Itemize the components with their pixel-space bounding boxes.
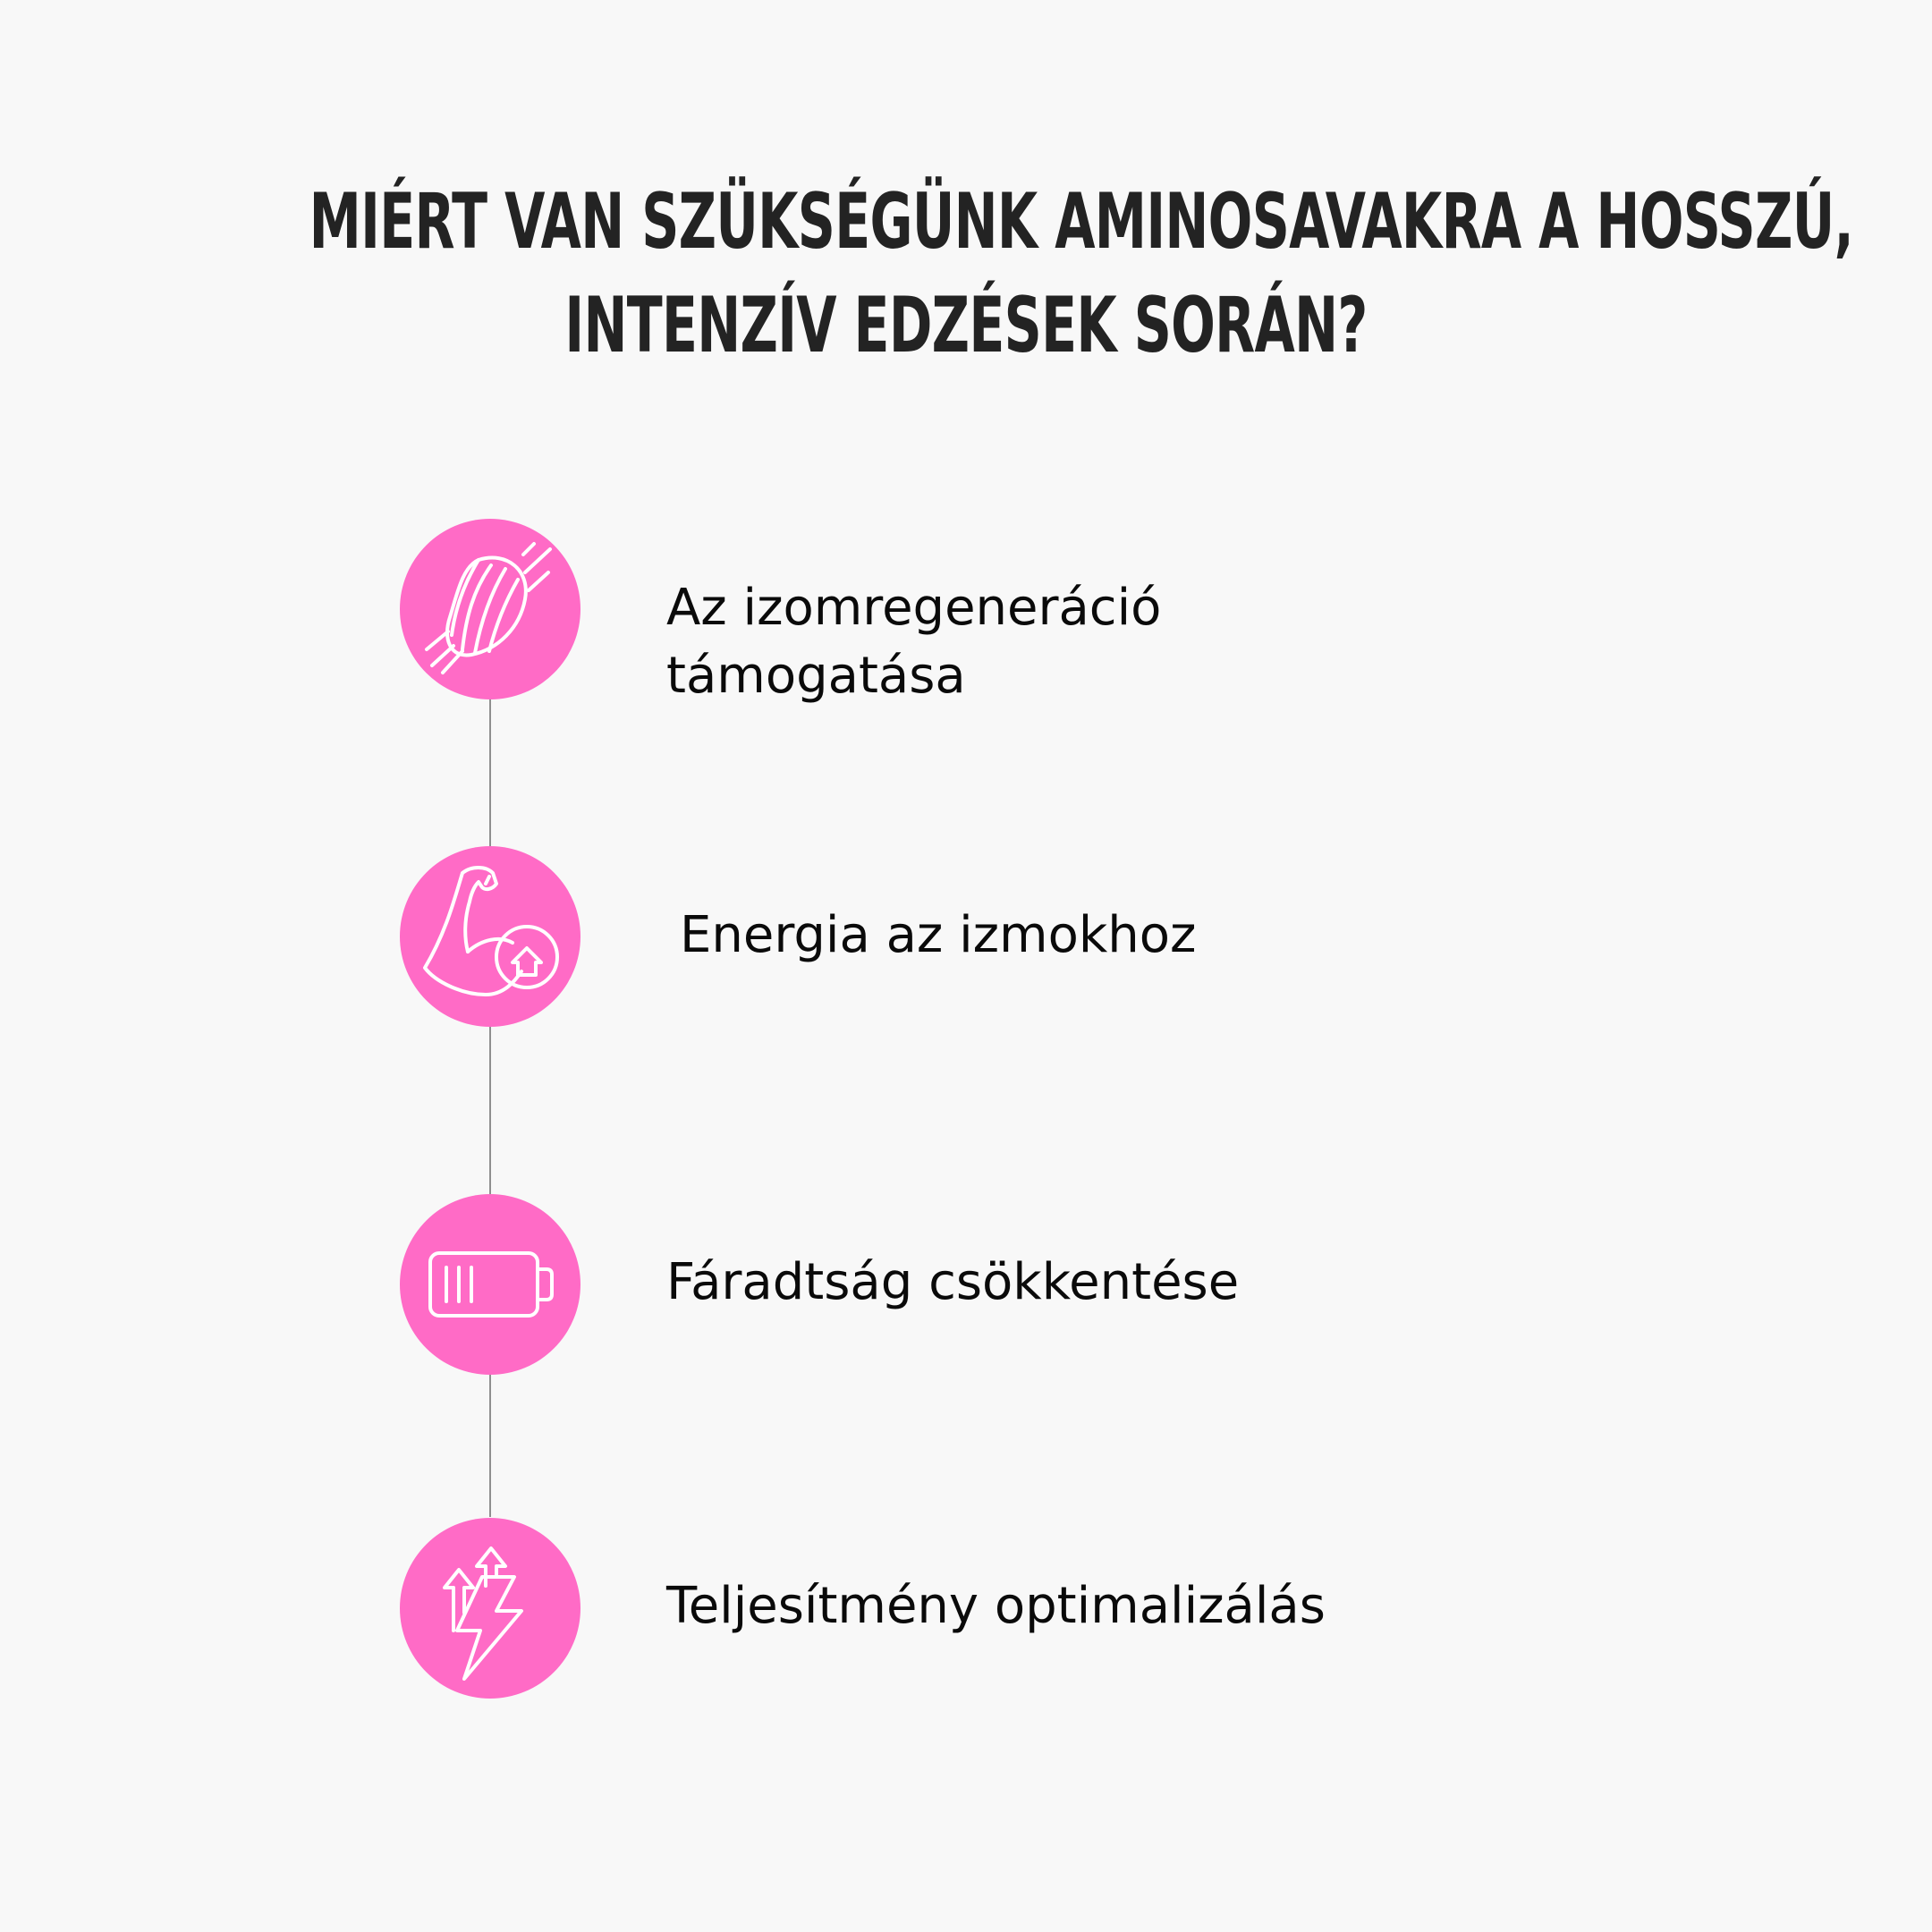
muscle-fiber-icon	[400, 519, 580, 699]
page-title-line-2: INTENZÍV EDZÉSEK SORÁN?	[564, 281, 1368, 370]
benefit-icon-circle-3	[400, 1194, 580, 1375]
benefit-label-4: Teljesítmény optimalizálás	[666, 1577, 1326, 1635]
timeline-connector-2	[489, 1027, 491, 1195]
benefit-icon-circle-1	[400, 519, 580, 699]
benefit-label-1-line-1: Az izomregeneráció	[666, 579, 1162, 637]
lightning-arrows-icon	[400, 1518, 580, 1699]
benefit-label-2: Energia az izmokhoz	[680, 906, 1197, 964]
flexed-arm-icon	[400, 846, 580, 1027]
timeline-connector-3	[489, 1374, 491, 1517]
benefit-label-3: Fáradtság csökkentése	[666, 1253, 1240, 1311]
page-title-line-1: MIÉRT VAN SZÜKSÉGÜNK AMINOSAVAKRA A HOSSZÚ,	[309, 177, 1854, 267]
benefit-label-1	[666, 574, 1161, 710]
page-title	[309, 170, 1854, 377]
benefit-icon-circle-4	[400, 1518, 580, 1699]
battery-icon	[400, 1194, 580, 1375]
benefit-label-1-line-2: támogatása	[666, 647, 966, 705]
benefit-icon-circle-2	[400, 846, 580, 1027]
timeline-connector-1	[489, 699, 491, 848]
